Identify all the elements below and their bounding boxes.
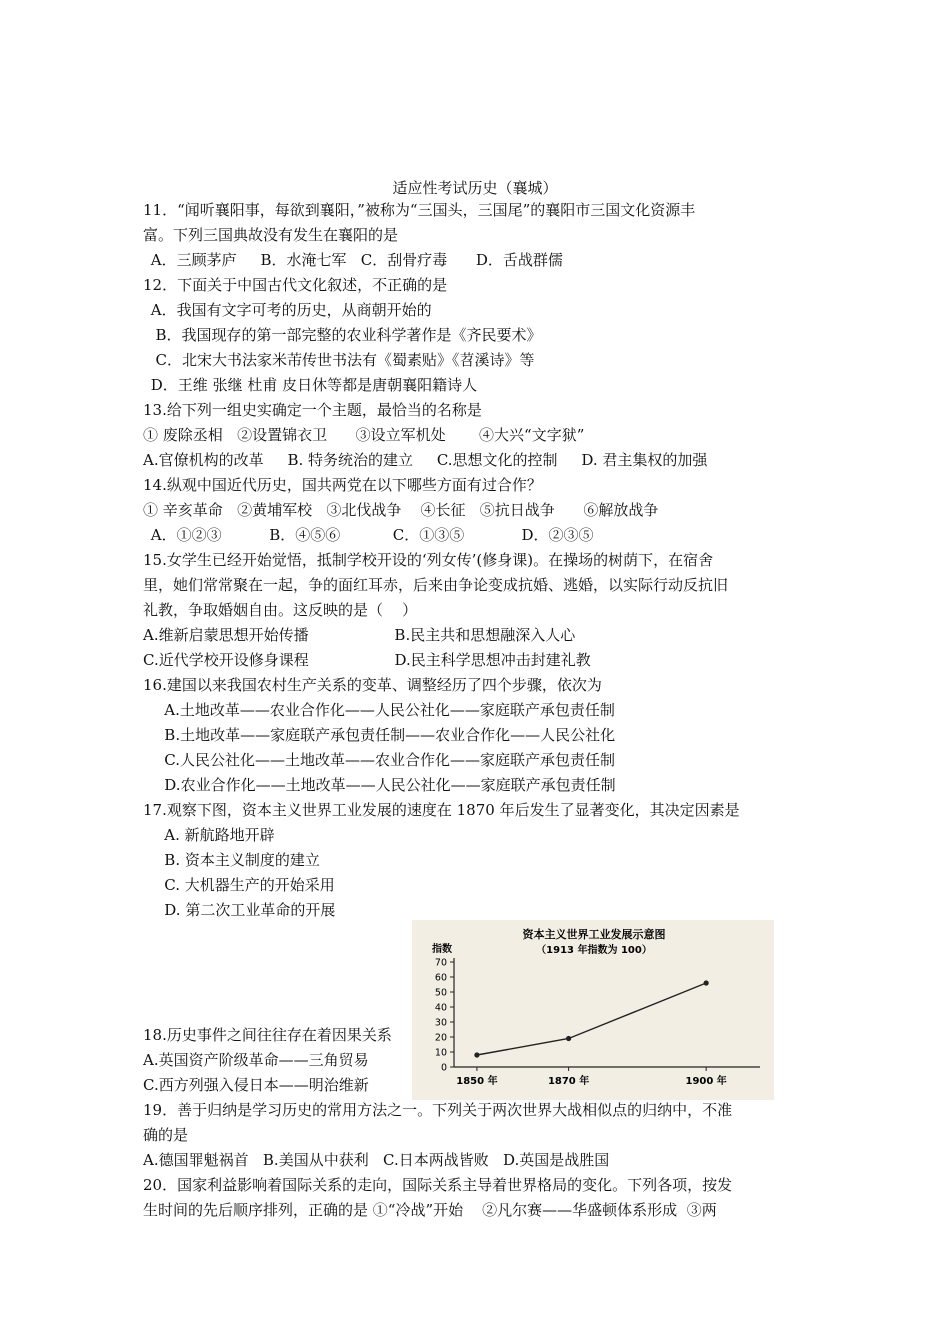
text-line: D．王维 张继 杜甫 皮日休等都是唐朝襄阳籍诗人: [146, 376, 478, 394]
x-tick-label: 1870 年: [547, 1076, 590, 1087]
data-point: [474, 1052, 479, 1057]
text-line: C.西方列强入侵日本——明治维新: [143, 1076, 369, 1094]
text-line: 20．国家利益影响着国际关系的走向，国际关系主导着世界格局的变化。下列各项，按发: [143, 1176, 733, 1194]
text-line: B. 资本主义制度的建立: [150, 851, 320, 869]
text-line: A.官僚机构的改革 B. 特务统治的建立 C.思想文化的控制 D. 君主集权的加强: [143, 451, 708, 469]
text-line: 11．“闻听襄阳事，每欲到襄阳，”被称为“三国头，三国尾”的襄阳市三国文化资源丰: [143, 201, 696, 219]
text-line: C.近代学校开设修身课程 D.民主科学思想冲击封建礼教: [143, 651, 591, 669]
text-line: C.人民公社化——土地改革——农业合作化——家庭联产承包责任制: [150, 751, 616, 769]
text-line: A.德国罪魁祸首 B.美国从中获利 C.日本两战皆败 D.英国是战胜国: [143, 1151, 610, 1169]
text-line: A. 新航路地开辟: [150, 826, 275, 844]
text-line: 礼教，争取婚姻自由。这反映的是（ ）: [143, 601, 418, 619]
chart-subtitle: （1913 年指数为 100）: [536, 945, 652, 956]
text-line: 里，她们常常聚在一起，争的面红耳赤，后来由争论变成抗婚、逃婚，以实际行动反抗旧: [143, 576, 729, 594]
industry-chart: [412, 920, 774, 1100]
text-line: ① 废除丞相 ②设置锦衣卫 ③设立军机处 ④大兴“文字狱”: [143, 426, 585, 444]
text-line: B.土地改革——家庭联产承包责任制——农业合作化——人民公社化: [150, 726, 616, 744]
text-line: 17.观察下图，资本主义世界工业发展的速度在 1870 年后发生了显著变化，其决定因素是: [143, 801, 740, 819]
y-tick-label: 20: [434, 1032, 447, 1044]
y-tick-label: 60: [434, 972, 447, 984]
y-tick-label: 70: [434, 957, 447, 969]
text-line: 19．善于归纳是学习历史的常用方法之一。下列关于两次世界大战相似点的归纳中，不准: [143, 1101, 733, 1119]
page-title: 适应性考试历史（襄城）: [392, 179, 558, 197]
y-tick-label: 30: [434, 1017, 447, 1029]
text-line: 15.女学生已经开始觉悟，抵制学校开设的‘列女传’(修身课)。在操场的树荫下，在宿舍: [143, 551, 714, 569]
series-line: [477, 983, 706, 1055]
y-tick-label: 40: [434, 1002, 447, 1014]
text-line: A．①②③ B．④⑤⑥ C．①③⑤ D．②③⑤: [146, 526, 594, 544]
text-line: 13.给下列一组史实确定一个主题，最恰当的名称是: [143, 401, 482, 419]
text-line: ① 辛亥革命 ②黄埔军校 ③北伐战争 ④长征 ⑤抗日战争 ⑥解放战争: [143, 501, 659, 519]
y-axis-label: 指数: [432, 944, 452, 955]
text-line: A.英国资产阶级革命——三角贸易: [143, 1051, 369, 1069]
text-line: 生时间的先后顺序排列，正确的是 ①“冷战”开始 ②凡尔赛——华盛顿体系形成 ③两: [143, 1201, 717, 1219]
text-line: A．三顾茅庐 B．水淹七军 C．刮骨疗毒 D．舌战群儒: [146, 251, 563, 269]
text-line: 18.历史事件之间往往存在着因果关系: [143, 1026, 392, 1044]
y-tick-label: 10: [434, 1047, 447, 1059]
text-line: 14.纵观中国近代历史，国共两党在以下哪些方面有过合作？: [143, 476, 542, 494]
text-line: A.维新启蒙思想开始传播 B.民主共和思想融深入人心: [143, 626, 576, 644]
data-point: [566, 1036, 571, 1041]
data-point: [704, 980, 709, 985]
text-line: 16.建国以来我国农村生产关系的变革、调整经历了四个步骤，依次为: [143, 676, 602, 694]
chart-title: 资本主义世界工业发展示意图: [522, 928, 666, 941]
x-tick-label: 1900 年: [685, 1076, 727, 1087]
y-tick-label: 0: [440, 1062, 447, 1074]
text-line: D.农业合作化——土地改革——人民公社化——家庭联产承包责任制: [150, 776, 616, 794]
text-line: 12．下面关于中国古代文化叙述，不正确的是: [143, 276, 448, 294]
text-line: 富。下列三国典故没有发生在襄阳的是: [143, 226, 399, 244]
text-line: C．北宋大书法家米芾传世书法有《蜀素贴》《苕溪诗》等: [146, 351, 535, 369]
y-tick-label: 50: [434, 987, 447, 999]
text-line: B．我国现存的第一部完整的农业科学著作是《齐民要术》: [146, 326, 542, 344]
text-line: 确的是: [143, 1126, 189, 1144]
text-line: A．我国有文字可考的历史，从商朝开始的: [146, 301, 432, 319]
text-line: D. 第二次工业革命的开展: [150, 901, 336, 919]
text-line: A.土地改革——农业合作化——人民公社化——家庭联产承包责任制: [150, 701, 615, 719]
industry-chart-svg: [412, 920, 774, 1100]
x-tick-label: 1850 年: [456, 1076, 498, 1087]
text-line: C. 大机器生产的开始采用: [150, 876, 335, 894]
